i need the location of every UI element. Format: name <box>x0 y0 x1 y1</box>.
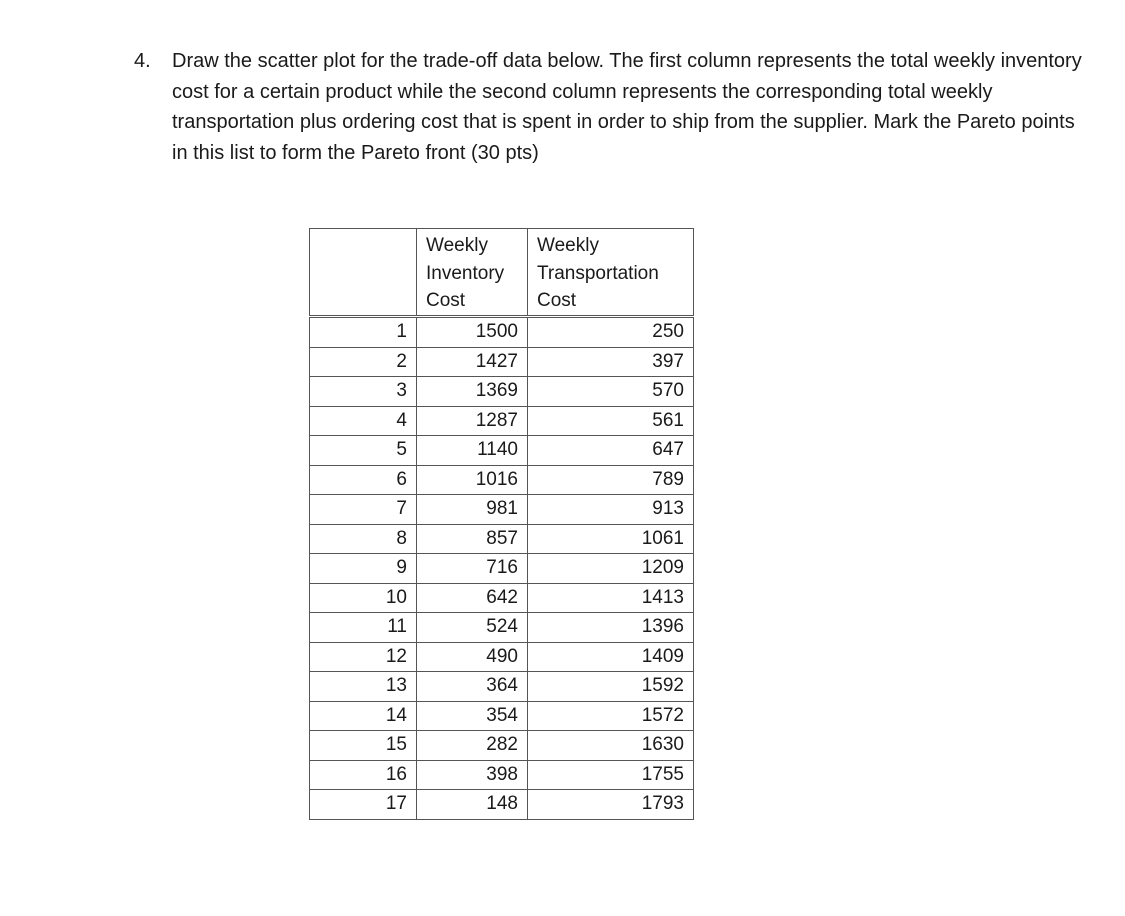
inventory-cost-cell: 642 <box>417 583 528 613</box>
header-index <box>310 229 417 317</box>
row-index-cell: 1 <box>310 317 417 348</box>
header-inventory-line-3: Cost <box>426 290 466 311</box>
transportation-cost-cell: 1061 <box>528 524 694 554</box>
transportation-cost-cell: 913 <box>528 495 694 525</box>
row-index-cell: 16 <box>310 760 417 790</box>
table-row <box>310 554 694 584</box>
table-row <box>310 731 694 761</box>
table-row <box>310 495 694 525</box>
table-body <box>310 317 694 820</box>
table-row <box>310 642 694 672</box>
question-block <box>134 46 1094 168</box>
row-index-cell: 14 <box>310 701 417 731</box>
row-index-cell: 12 <box>310 642 417 672</box>
transportation-cost-cell: 1793 <box>528 790 694 820</box>
inventory-cost-cell: 981 <box>417 495 528 525</box>
table-row <box>310 790 694 820</box>
transportation-cost-cell: 1209 <box>528 554 694 584</box>
table-row <box>310 317 694 348</box>
header-transportation-cost <box>528 229 694 317</box>
inventory-cost-cell: 1500 <box>417 317 528 348</box>
table-row <box>310 672 694 702</box>
inventory-cost-cell: 364 <box>417 672 528 702</box>
row-index-cell: 7 <box>310 495 417 525</box>
table-row <box>310 406 694 436</box>
inventory-cost-cell: 1140 <box>417 436 528 466</box>
inventory-cost-cell: 1287 <box>417 406 528 436</box>
inventory-cost-cell: 398 <box>417 760 528 790</box>
inventory-cost-cell: 524 <box>417 613 528 643</box>
transportation-cost-cell: 1755 <box>528 760 694 790</box>
inventory-cost-cell: 148 <box>417 790 528 820</box>
header-inventory-line-1: Weekly <box>426 235 488 256</box>
row-index-cell: 5 <box>310 436 417 466</box>
transportation-cost-cell: 1592 <box>528 672 694 702</box>
inventory-cost-cell: 1016 <box>417 465 528 495</box>
transportation-cost-cell: 1572 <box>528 701 694 731</box>
table-row <box>310 524 694 554</box>
transportation-cost-cell: 570 <box>528 377 694 407</box>
table-row <box>310 701 694 731</box>
row-index-cell: 15 <box>310 731 417 761</box>
transportation-cost-cell: 397 <box>528 347 694 377</box>
row-index-cell: 2 <box>310 347 417 377</box>
transportation-cost-cell: 647 <box>528 436 694 466</box>
inventory-cost-cell: 1427 <box>417 347 528 377</box>
row-index-cell: 9 <box>310 554 417 584</box>
row-index-cell: 8 <box>310 524 417 554</box>
inventory-cost-cell: 857 <box>417 524 528 554</box>
inventory-cost-cell: 1369 <box>417 377 528 407</box>
inventory-cost-cell: 490 <box>417 642 528 672</box>
row-index-cell: 11 <box>310 613 417 643</box>
question-text: Draw the scatter plot for the trade-off data below. The first column represents the total weekly inventory cost for a certain product while the second column represents the corresponding total weekly transportation plus ordering cost that is spent in order to ship from the supplier. Mark the Pareto points in this list to form the Pareto front (30 pts) <box>172 50 1082 164</box>
header-transportation-line-2: Transportation <box>537 262 659 284</box>
transportation-cost-cell: 789 <box>528 465 694 495</box>
transportation-cost-cell: 1630 <box>528 731 694 761</box>
table-row <box>310 377 694 407</box>
header-transportation-line-1: Weekly <box>537 235 599 256</box>
transportation-cost-cell: 561 <box>528 406 694 436</box>
row-index-cell: 13 <box>310 672 417 702</box>
table-header-row <box>310 229 694 317</box>
row-index-cell: 17 <box>310 790 417 820</box>
table-row <box>310 347 694 377</box>
row-index-cell: 6 <box>310 465 417 495</box>
header-inventory-line-2: Inventory <box>426 262 505 284</box>
transportation-cost-cell: 250 <box>528 317 694 348</box>
inventory-cost-cell: 354 <box>417 701 528 731</box>
data-table <box>309 228 694 820</box>
table-row <box>310 583 694 613</box>
question-number: 4. <box>134 50 151 72</box>
header-transportation-line-3: Cost <box>537 290 577 311</box>
header-inventory-cost <box>417 229 528 317</box>
row-index-cell: 3 <box>310 377 417 407</box>
inventory-cost-cell: 716 <box>417 554 528 584</box>
table-row <box>310 436 694 466</box>
table-row <box>310 760 694 790</box>
transportation-cost-cell: 1409 <box>528 642 694 672</box>
inventory-cost-cell: 282 <box>417 731 528 761</box>
transportation-cost-cell: 1413 <box>528 583 694 613</box>
row-index-cell: 10 <box>310 583 417 613</box>
row-index-cell: 4 <box>310 406 417 436</box>
table-row <box>310 613 694 643</box>
table-row <box>310 465 694 495</box>
transportation-cost-cell: 1396 <box>528 613 694 643</box>
